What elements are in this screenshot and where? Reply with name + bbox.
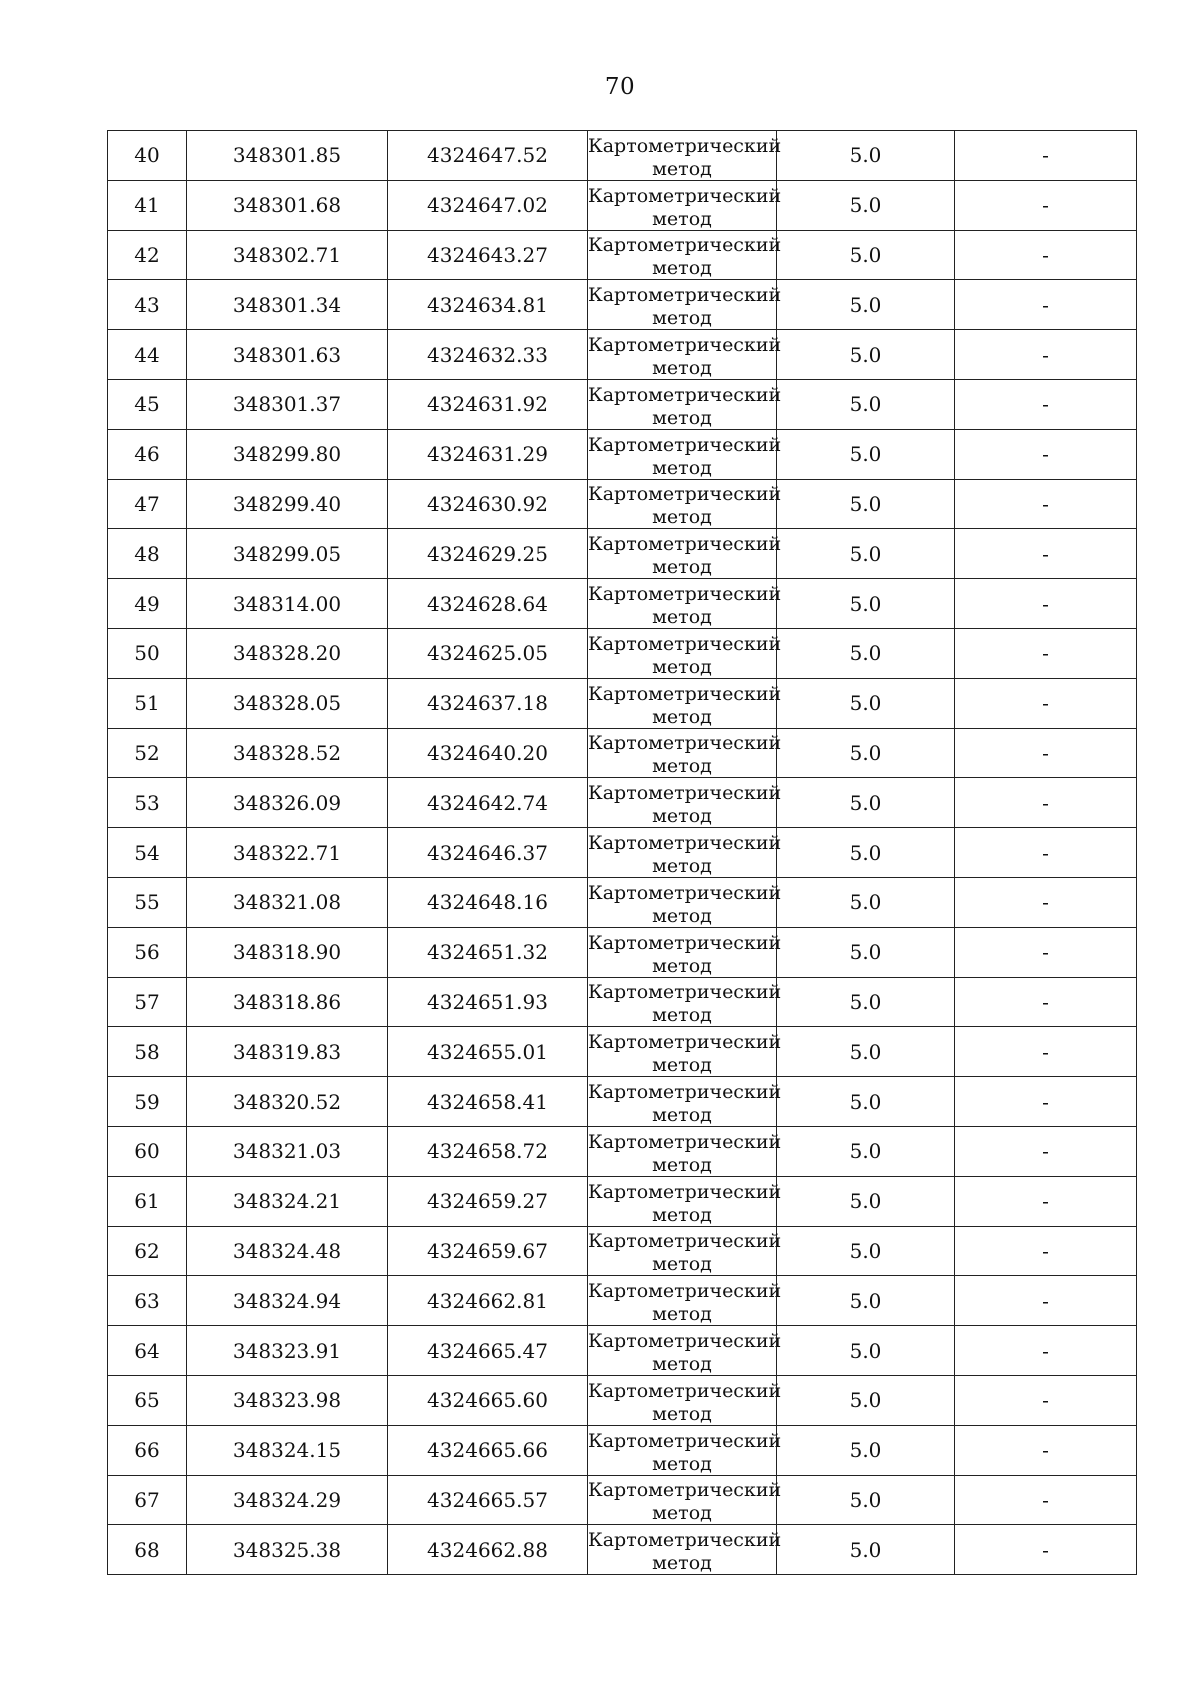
table-row [108,778,1137,828]
point-number-cell: 65 [108,1375,187,1425]
method-cell [588,529,782,579]
y-coordinate-cell: 4324630.92 [388,479,588,529]
method-label-line-2: метод [652,1153,712,1176]
note-cell: - [955,728,1137,778]
table-row [108,1326,1137,1376]
note-cell: - [955,1525,1137,1575]
method-cell [588,1077,782,1127]
y-coordinate-cell: 4324625.05 [388,628,588,678]
table-row [108,1375,1137,1425]
method-label-line-1: Картометрический [588,234,782,257]
note-cell: - [955,1276,1137,1326]
accuracy-cell: 5.0 [777,1276,955,1326]
x-coordinate-cell: 348324.29 [187,1475,388,1525]
method-label-line-2: метод [652,705,712,728]
note-cell: - [955,927,1137,977]
accuracy-cell: 5.0 [777,1375,955,1425]
table-row [108,230,1137,280]
accuracy-cell: 5.0 [777,579,955,629]
x-coordinate-cell: 348324.15 [187,1425,388,1475]
method-cell [588,1525,782,1575]
method-label-line-2: метод [652,1353,712,1376]
x-coordinate-cell: 348319.83 [187,1027,388,1077]
accuracy-cell: 5.0 [777,778,955,828]
method-cell [588,877,782,927]
y-coordinate-cell: 4324632.33 [388,330,588,380]
method-label-line-2: метод [652,1303,712,1326]
note-cell: - [955,877,1137,927]
method-label-line-1: Картометрический [588,1330,782,1353]
point-number-cell: 67 [108,1475,187,1525]
note-cell: - [955,628,1137,678]
method-label-line-1: Картометрический [588,632,782,655]
point-number-cell: 55 [108,877,187,927]
method-cell [588,778,782,828]
x-coordinate-cell: 348321.03 [187,1126,388,1176]
page-number: 70 [604,74,636,100]
method-label-line-2: метод [652,954,712,977]
point-number-cell: 68 [108,1525,187,1575]
point-number-cell: 42 [108,230,187,280]
y-coordinate-cell: 4324642.74 [388,778,588,828]
method-cell [588,1226,782,1276]
point-number-cell: 64 [108,1326,187,1376]
note-cell: - [955,1027,1137,1077]
method-label-line-2: метод [652,406,712,429]
y-coordinate-cell: 4324665.60 [388,1375,588,1425]
method-cell [588,429,782,479]
y-coordinate-cell: 4324662.88 [388,1525,588,1575]
point-number-cell: 50 [108,628,187,678]
method-cell [588,1276,782,1326]
method-label-line-1: Картометрический [588,832,782,855]
table-row [108,1525,1137,1575]
method-cell [588,479,782,529]
method-label-line-1: Картометрический [588,1081,782,1104]
note-cell: - [955,230,1137,280]
method-cell [588,927,782,977]
accuracy-cell: 5.0 [777,1126,955,1176]
accuracy-cell: 5.0 [777,1475,955,1525]
x-coordinate-cell: 348314.00 [187,579,388,629]
method-cell [588,1326,782,1376]
table-row [108,1276,1137,1326]
y-coordinate-cell: 4324647.52 [388,131,588,181]
table-row [108,977,1137,1027]
note-cell: - [955,429,1137,479]
accuracy-cell: 5.0 [777,1027,955,1077]
x-coordinate-cell: 348323.91 [187,1326,388,1376]
y-coordinate-cell: 4324665.47 [388,1326,588,1376]
table-row [108,1077,1137,1127]
method-label-line-2: метод [652,456,712,479]
x-coordinate-cell: 348301.37 [187,379,388,429]
method-label-line-1: Картометрический [588,1429,782,1452]
table-row [108,1176,1137,1226]
y-coordinate-cell: 4324631.92 [388,379,588,429]
x-coordinate-cell: 348320.52 [187,1077,388,1127]
table-row [108,1425,1137,1475]
method-label-line-1: Картометрический [588,184,782,207]
method-cell [588,1425,782,1475]
x-coordinate-cell: 348299.80 [187,429,388,479]
note-cell: - [955,131,1137,181]
accuracy-cell: 5.0 [777,131,955,181]
y-coordinate-cell: 4324658.41 [388,1077,588,1127]
point-number-cell: 40 [108,131,187,181]
table-row [108,1226,1137,1276]
point-number-cell: 62 [108,1226,187,1276]
x-coordinate-cell: 348328.52 [187,728,388,778]
note-cell: - [955,1176,1137,1226]
x-coordinate-cell: 348318.90 [187,927,388,977]
x-coordinate-cell: 348301.85 [187,131,388,181]
method-label-line-2: метод [652,606,712,629]
x-coordinate-cell: 348299.05 [187,529,388,579]
table-row [108,1027,1137,1077]
note-cell: - [955,479,1137,529]
method-cell [588,728,782,778]
accuracy-cell: 5.0 [777,1176,955,1226]
table-row [108,1475,1137,1525]
coordinates-table [107,130,1137,1575]
method-label-line-1: Картометрический [588,433,782,456]
method-label-line-2: метод [652,1054,712,1077]
point-number-cell: 44 [108,330,187,380]
note-cell: - [955,280,1137,330]
accuracy-cell: 5.0 [777,180,955,230]
note-cell: - [955,678,1137,728]
x-coordinate-cell: 348324.21 [187,1176,388,1226]
method-cell [588,579,782,629]
point-number-cell: 58 [108,1027,187,1077]
method-cell [588,280,782,330]
point-number-cell: 59 [108,1077,187,1127]
table-row [108,1126,1137,1176]
point-number-cell: 46 [108,429,187,479]
table-row [108,280,1137,330]
y-coordinate-cell: 4324637.18 [388,678,588,728]
method-label-line-2: метод [652,655,712,678]
x-coordinate-cell: 348325.38 [187,1525,388,1575]
table-row [108,579,1137,629]
note-cell: - [955,828,1137,878]
method-label-line-2: метод [652,1452,712,1475]
accuracy-cell: 5.0 [777,529,955,579]
method-label-line-2: метод [652,1104,712,1127]
table-row [108,330,1137,380]
method-cell [588,1027,782,1077]
point-number-cell: 43 [108,280,187,330]
method-label-line-1: Картометрический [588,1280,782,1303]
method-label-line-1: Картометрический [588,1379,782,1402]
method-label-line-1: Картометрический [588,483,782,506]
method-label-line-1: Картометрический [588,931,782,954]
accuracy-cell: 5.0 [777,379,955,429]
method-cell [588,1126,782,1176]
method-cell [588,828,782,878]
method-label-line-1: Картометрический [588,1479,782,1502]
method-label-line-1: Картометрический [588,134,782,157]
y-coordinate-cell: 4324643.27 [388,230,588,280]
method-label-line-1: Картометрический [588,732,782,755]
method-label-line-2: метод [652,1004,712,1027]
x-coordinate-cell: 348322.71 [187,828,388,878]
method-cell [588,678,782,728]
x-coordinate-cell: 348326.09 [187,778,388,828]
method-label-line-2: метод [652,207,712,230]
point-number-cell: 56 [108,927,187,977]
table-row [108,131,1137,181]
note-cell: - [955,579,1137,629]
method-cell [588,628,782,678]
x-coordinate-cell: 348324.94 [187,1276,388,1326]
accuracy-cell: 5.0 [777,828,955,878]
accuracy-cell: 5.0 [777,1326,955,1376]
method-label-line-1: Картометрический [588,533,782,556]
accuracy-cell: 5.0 [777,977,955,1027]
point-number-cell: 53 [108,778,187,828]
y-coordinate-cell: 4324651.32 [388,927,588,977]
y-coordinate-cell: 4324647.02 [388,180,588,230]
method-label-line-1: Картометрический [588,682,782,705]
point-number-cell: 57 [108,977,187,1027]
point-number-cell: 61 [108,1176,187,1226]
accuracy-cell: 5.0 [777,877,955,927]
table-row [108,828,1137,878]
accuracy-cell: 5.0 [777,1425,955,1475]
accuracy-cell: 5.0 [777,1226,955,1276]
method-cell [588,379,782,429]
x-coordinate-cell: 348301.34 [187,280,388,330]
method-cell [588,180,782,230]
table-row [108,180,1137,230]
table-row [108,728,1137,778]
x-coordinate-cell: 348328.20 [187,628,388,678]
x-coordinate-cell: 348301.63 [187,330,388,380]
y-coordinate-cell: 4324665.57 [388,1475,588,1525]
method-label-line-2: метод [652,1402,712,1425]
accuracy-cell: 5.0 [777,728,955,778]
method-label-line-2: метод [652,307,712,330]
point-number-cell: 66 [108,1425,187,1475]
method-label-line-1: Картометрический [588,334,782,357]
note-cell: - [955,1375,1137,1425]
y-coordinate-cell: 4324628.64 [388,579,588,629]
method-label-line-1: Картометрический [588,583,782,606]
method-label-line-2: метод [652,157,712,180]
point-number-cell: 63 [108,1276,187,1326]
method-label-line-1: Картометрический [588,383,782,406]
accuracy-cell: 5.0 [777,330,955,380]
accuracy-cell: 5.0 [777,628,955,678]
x-coordinate-cell: 348323.98 [187,1375,388,1425]
x-coordinate-cell: 348328.05 [187,678,388,728]
table-row [108,678,1137,728]
method-label-line-2: метод [652,805,712,828]
coordinates-table-body [108,131,1137,1575]
x-coordinate-cell: 348301.68 [187,180,388,230]
method-cell [588,1375,782,1425]
accuracy-cell: 5.0 [777,280,955,330]
method-label-line-2: метод [652,357,712,380]
point-number-cell: 49 [108,579,187,629]
method-label-line-2: метод [652,1253,712,1276]
accuracy-cell: 5.0 [777,479,955,529]
method-label-line-2: метод [652,1552,712,1575]
table-row [108,379,1137,429]
method-cell [588,230,782,280]
method-label-line-1: Картометрический [588,1130,782,1153]
accuracy-cell: 5.0 [777,678,955,728]
point-number-cell: 54 [108,828,187,878]
accuracy-cell: 5.0 [777,1077,955,1127]
method-label-line-1: Картометрический [588,284,782,307]
method-label-line-2: метод [652,755,712,778]
note-cell: - [955,180,1137,230]
note-cell: - [955,1425,1137,1475]
note-cell: - [955,1077,1137,1127]
method-label-line-2: метод [652,506,712,529]
table-row [108,628,1137,678]
method-cell [588,1475,782,1525]
y-coordinate-cell: 4324659.27 [388,1176,588,1226]
x-coordinate-cell: 348302.71 [187,230,388,280]
table-row [108,429,1137,479]
method-cell [588,1176,782,1226]
point-number-cell: 52 [108,728,187,778]
method-label-line-1: Картометрический [588,1031,782,1054]
note-cell: - [955,1226,1137,1276]
y-coordinate-cell: 4324658.72 [388,1126,588,1176]
note-cell: - [955,977,1137,1027]
method-label-line-2: метод [652,257,712,280]
accuracy-cell: 5.0 [777,927,955,977]
y-coordinate-cell: 4324665.66 [388,1425,588,1475]
y-coordinate-cell: 4324631.29 [388,429,588,479]
point-number-cell: 60 [108,1126,187,1176]
point-number-cell: 47 [108,479,187,529]
method-label-line-1: Картометрический [588,782,782,805]
method-label-line-2: метод [652,1502,712,1525]
y-coordinate-cell: 4324655.01 [388,1027,588,1077]
point-number-cell: 45 [108,379,187,429]
method-label-line-1: Картометрический [588,1230,782,1253]
y-coordinate-cell: 4324640.20 [388,728,588,778]
table-row [108,927,1137,977]
y-coordinate-cell: 4324646.37 [388,828,588,878]
point-number-cell: 51 [108,678,187,728]
method-cell [588,330,782,380]
method-label-line-2: метод [652,1203,712,1226]
point-number-cell: 41 [108,180,187,230]
accuracy-cell: 5.0 [777,1525,955,1575]
y-coordinate-cell: 4324629.25 [388,529,588,579]
method-label-line-1: Картометрический [588,1180,782,1203]
note-cell: - [955,529,1137,579]
method-label-line-2: метод [652,556,712,579]
table-row [108,479,1137,529]
accuracy-cell: 5.0 [777,230,955,280]
note-cell: - [955,1475,1137,1525]
x-coordinate-cell: 348318.86 [187,977,388,1027]
note-cell: - [955,330,1137,380]
accuracy-cell: 5.0 [777,429,955,479]
method-cell [588,977,782,1027]
y-coordinate-cell: 4324662.81 [388,1276,588,1326]
x-coordinate-cell: 348299.40 [187,479,388,529]
y-coordinate-cell: 4324659.67 [388,1226,588,1276]
y-coordinate-cell: 4324648.16 [388,877,588,927]
table-row [108,529,1137,579]
table-row [108,877,1137,927]
y-coordinate-cell: 4324634.81 [388,280,588,330]
note-cell: - [955,778,1137,828]
method-label-line-2: метод [652,904,712,927]
point-number-cell: 48 [108,529,187,579]
note-cell: - [955,1126,1137,1176]
note-cell: - [955,379,1137,429]
y-coordinate-cell: 4324651.93 [388,977,588,1027]
note-cell: - [955,1326,1137,1376]
method-label-line-2: метод [652,855,712,878]
method-label-line-1: Картометрический [588,881,782,904]
method-cell [588,131,782,181]
x-coordinate-cell: 348324.48 [187,1226,388,1276]
method-label-line-1: Картометрический [588,981,782,1004]
method-label-line-1: Картометрический [588,1529,782,1552]
x-coordinate-cell: 348321.08 [187,877,388,927]
